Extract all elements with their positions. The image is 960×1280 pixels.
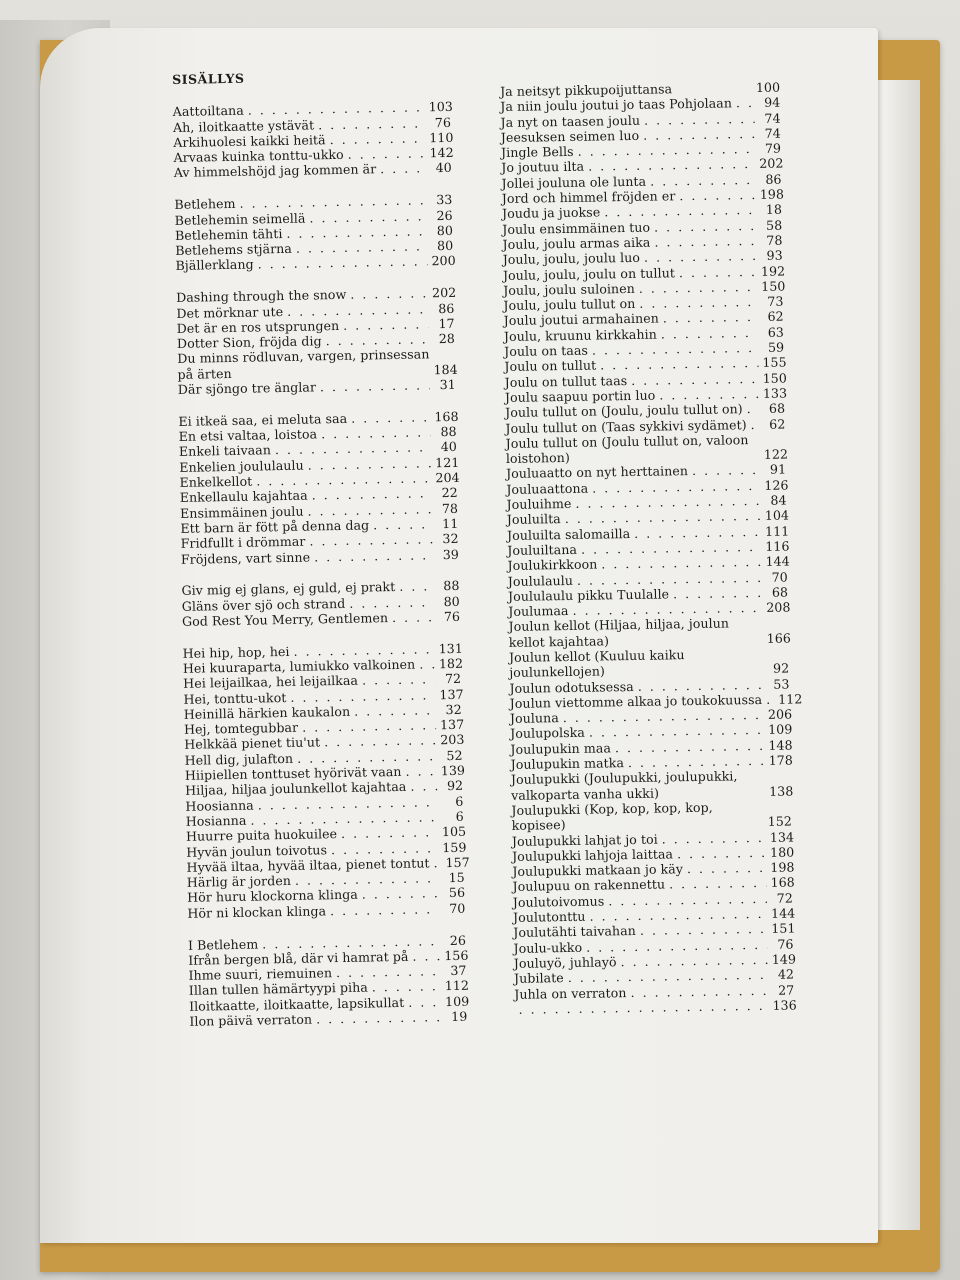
toc-entry-title: Ihme suuri, riemuinen <box>188 965 333 983</box>
toc-entry-page: 122 <box>763 446 789 463</box>
toc-entry-title: Hyvää iltaa, hyvää iltaa, pienet tontut <box>186 855 430 875</box>
toc-entry-page: 109 <box>444 993 470 1009</box>
toc-entry-title: Jeesuksen seimen luo <box>500 127 640 145</box>
toc-entry-title: Fröjdens, vart sinne <box>180 549 311 567</box>
toc-entry-page: 86 <box>765 171 782 187</box>
toc-entry-page: 137 <box>439 716 465 733</box>
leader-dots <box>692 462 760 478</box>
toc-entry-page: 80 <box>436 222 454 239</box>
toc-entry-title: Hyvän joulun toivotus <box>186 841 328 860</box>
toc-entry-title: Iloitkaatte, iloitkaatte, lapsikullat <box>188 994 405 1014</box>
toc-entry-page: 198 <box>759 186 785 203</box>
toc-entry-page: 180 <box>769 844 795 860</box>
toc-entry-page: 70 <box>449 900 466 916</box>
toc-entry-title: Joulupukki lahjoja laittaa <box>512 846 674 864</box>
toc-entry-title: Ei itkeä saa, ei meluta saa <box>178 410 348 429</box>
leader-dots <box>330 130 426 147</box>
toc-entry-page: 59 <box>767 339 785 355</box>
toc-entry-title: En etsi valtaa, loistoa <box>178 426 318 445</box>
toc-entry-title: Enkellaulu kajahtaa <box>179 487 308 506</box>
toc-entry-page: 88 <box>443 578 460 594</box>
toc-entry <box>510 768 794 803</box>
toc-entry-page: 166 <box>766 630 792 646</box>
toc-entry-title: Joudu ja juokse <box>501 204 601 222</box>
toc-entry-title: Giv mig ej glans, ej guld, ej prakt <box>181 579 396 599</box>
toc-entry-page: 112 <box>444 978 470 994</box>
toc-entry-title: Joulutoivomus <box>512 893 605 910</box>
toc-entry-page: 15 <box>448 869 465 886</box>
toc-entry-title: Härlig är jorden <box>186 873 292 891</box>
toc-entry-title: Joulu tullut on (Taas sykkivi sydämet) <box>505 416 747 436</box>
toc-entry <box>505 431 789 467</box>
leader-dots <box>650 172 756 189</box>
leader-dots <box>410 779 437 795</box>
toc-heading: SISÄLLYS <box>172 70 245 87</box>
toc-entry-title: Juhla on verraton <box>514 984 627 1002</box>
leader-dots <box>258 254 428 272</box>
leader-dots <box>343 316 429 333</box>
toc-entry-page: 62 <box>769 416 786 432</box>
toc-entry-page: 182 <box>438 655 464 672</box>
toc-entry-title: Joulumaa <box>508 603 569 620</box>
toc-letter-group <box>174 192 456 274</box>
toc-entry-title: Betlehemin seimellä <box>174 210 306 228</box>
toc-letter-group <box>173 99 452 181</box>
toc-entry <box>511 798 791 833</box>
toc-entry-page: 203 <box>440 732 465 748</box>
toc-entry-page: 86 <box>438 300 455 316</box>
leader-dots <box>320 377 430 394</box>
leader-dots <box>362 886 440 903</box>
toc-entry-page: 22 <box>441 485 458 501</box>
toc-entry-page: 110 <box>429 129 454 146</box>
toc-entry-page: 150 <box>762 370 787 386</box>
toc-entry-page: 148 <box>768 737 793 753</box>
leader-dots <box>677 845 766 862</box>
toc-entry-title: Joulu, joulu, joulu luo <box>502 250 641 268</box>
toc-entry-title: Hei leijailkaa, hei leijailkaa <box>183 672 359 692</box>
toc-entry-title: Bjällerklang <box>175 257 254 274</box>
toc-entry-page: 93 <box>766 247 783 264</box>
toc-entry-page: 134 <box>769 829 795 845</box>
toc-entry-page: 168 <box>770 874 795 891</box>
toc-entry-page: 32 <box>445 701 462 717</box>
toc-entry-title: Ilon päivä verraton <box>189 1011 313 1029</box>
toc-entry-page: 40 <box>440 439 458 455</box>
leader-dots <box>679 264 757 281</box>
toc-entry-page: 157 <box>445 854 470 870</box>
toc-entry-page: 200 <box>431 253 456 269</box>
toc-entry-page: 68 <box>771 584 789 600</box>
leader-dots <box>747 401 760 416</box>
toc-entry-title: Joulupukin matka <box>510 755 625 772</box>
toc-entry-title: Det är en ros utsprungen <box>176 317 340 336</box>
toc-entry-title: Gläns över sjö och strand <box>181 595 346 614</box>
toc-entry-title: Joulun viettomme alkaa jo toukokuussa <box>509 691 763 711</box>
leader-dots <box>372 979 441 996</box>
leader-dots <box>644 111 755 128</box>
toc-entry-title: Joululaulu <box>507 572 574 589</box>
leader-dots <box>662 829 766 846</box>
leader-dots <box>669 875 767 892</box>
toc-entry-title: Joulupolska <box>510 725 586 742</box>
toc-entry-title: Fridfullt i drömmar <box>180 533 306 552</box>
toc-entry-page: 52 <box>446 747 463 763</box>
toc-entry-page: 72 <box>444 671 462 687</box>
toc-entry-title: Huurre puita huokuilee <box>185 826 338 845</box>
toc-entry-title: Joulupukin maa <box>510 740 612 757</box>
toc-entry-title: Joulupukki (Joulupukki, joulupukki, valkoparta vanha ukki) <box>510 768 738 803</box>
toc-entry-page: 11 <box>442 515 459 532</box>
toc-entry-page: 92 <box>772 660 790 677</box>
toc-entry-title: Ja neitsyt pikkupoijuttansa <box>500 81 673 99</box>
leader-dots <box>654 218 756 235</box>
leader-dots <box>362 672 435 689</box>
toc-entry-title: Illan tullen hämärtyypi piha <box>188 980 368 999</box>
leader-dots <box>348 146 426 163</box>
toc-entry-page: 17 <box>438 315 455 332</box>
toc-entry-title: Där sjöngo tre änglar <box>177 379 317 397</box>
toc-entry-page: 76 <box>443 608 461 625</box>
leader-dots <box>341 825 438 842</box>
toc-entry-title: Joulutähti taivahan <box>513 923 636 941</box>
toc-entry-page: 26 <box>449 932 467 948</box>
toc-entry-page: 104 <box>764 507 790 524</box>
toc-entry-page: 100 <box>755 79 781 95</box>
toc-entry-page: 73 <box>767 293 784 309</box>
toc-entry-page: 78 <box>766 232 783 248</box>
toc-entry-page: 142 <box>429 145 454 161</box>
toc-entry-page: 63 <box>767 324 785 340</box>
toc-entry-page: 202 <box>431 285 457 301</box>
toc-entry-title: Joulu tullut on (Joulu tullut on, valoon loistohon) <box>505 431 749 467</box>
toc-entry-title: Joulun kellot (Hiljaa, hiljaa, joulun kellot kajahtaa) <box>508 615 730 650</box>
toc-entry-title: Dashing through the snow <box>175 287 347 306</box>
toc-entry-page: 206 <box>767 706 793 723</box>
leader-dots <box>314 547 433 564</box>
toc-entry-page: 74 <box>764 125 781 141</box>
toc-entry-title: Joulupukki (Kop, kop, kop, kop, kopisee) <box>511 799 713 834</box>
toc-entry-page: 80 <box>436 238 454 254</box>
toc-entry-title: Joulu on taas <box>504 342 589 360</box>
leader-dots <box>412 948 440 964</box>
toc-entry-title: Enkelkellot <box>179 473 253 490</box>
toc-entry-title: Hiljaa, hiljaa joulunkellot kajahtaa <box>185 779 407 799</box>
leader-dots <box>392 609 434 625</box>
toc-entry-page: 103 <box>428 99 454 115</box>
toc-entry-title: Joulupukki matkaan jo käy <box>512 861 684 880</box>
toc-entry-title: Dotter Sion, fröjda dig <box>176 333 322 352</box>
toc-entry-title: Hiipiellen tonttuset hyörivät vaan <box>184 763 402 783</box>
toc-entry-page: 198 <box>770 859 795 875</box>
toc-entry-title: Jouluna <box>509 710 559 727</box>
toc-entry-page: 133 <box>762 385 788 401</box>
toc-entry <box>508 615 792 650</box>
toc-entry-title: Jouluaatto on nyt herttainen <box>506 463 689 482</box>
leader-dots <box>354 702 436 719</box>
toc-entry-page: 136 <box>772 997 797 1013</box>
toc-entry-page: 62 <box>767 309 784 325</box>
toc-entry-title: Joulu saapuu portin luo <box>504 387 656 405</box>
toc-entry-title: Hei hip, hop, hei <box>182 643 290 661</box>
toc-entry-page: 178 <box>768 752 793 768</box>
toc-entry-title: Ja niin joulu joutui jo taas Pohjolaan <box>500 95 733 115</box>
toc-entry-title: Heinillä härkien kaukalon <box>183 703 351 722</box>
toc-entry-page: 39 <box>442 546 460 562</box>
toc-entry-page: 112 <box>777 691 803 707</box>
toc-entry-title: Hör huru klockorna klinga <box>186 887 358 906</box>
leader-dots <box>659 386 759 403</box>
leader-dots <box>419 656 435 672</box>
toc-entry-title: Det mörknar ute <box>176 303 284 321</box>
toc-entry-page: 109 <box>768 721 793 738</box>
toc-entry-page: 151 <box>771 920 796 937</box>
toc-entry-title: Du minns rödluvan, vargen, prinsessan på ärten <box>177 346 430 382</box>
toc-letter-group <box>182 640 470 921</box>
toc-entry-title: Joulun odotuksessa <box>509 678 634 696</box>
toc-entry-title: Betlehemin tähti <box>174 225 283 243</box>
toc-entry-title: Ensimmäinen joulu <box>179 503 304 521</box>
toc-entry-page: 32 <box>442 531 459 547</box>
toc-entry-page: 79 <box>764 140 782 157</box>
toc-entry-title: Betlehems stjärna <box>175 241 293 259</box>
toc-entry-title: Hej, tomtegubbar <box>183 719 299 738</box>
toc-entry-page: 53 <box>773 676 790 692</box>
toc-entry-page: 159 <box>442 839 467 855</box>
toc-entry-title: Jubilate <box>513 970 564 987</box>
toc-letter-group <box>181 578 460 629</box>
toc-entry-title: Joulupuu on rakennettu <box>512 876 666 895</box>
leader-dots <box>399 579 433 595</box>
toc-entry-page: 111 <box>764 523 790 539</box>
leader-dots <box>643 126 755 143</box>
toc-column-right <box>500 79 803 1017</box>
toc-entry-title: Jouluaattona <box>506 480 589 497</box>
toc-entry-title: Jouluilta <box>506 511 561 528</box>
toc-entry-title: Joulu tullut on (Joulu, joulu tullut on) <box>505 401 743 421</box>
toc-entry-title: Ja nyt on taasen joulu <box>500 112 641 130</box>
toc-entry-page: 121 <box>435 454 460 470</box>
toc-entry-page: 149 <box>771 951 797 967</box>
toc-entry-page: 208 <box>766 599 791 615</box>
toc-entry-page: 184 <box>433 361 458 378</box>
toc-entry-page: 192 <box>760 263 786 279</box>
toc-entry-page: 33 <box>436 192 453 208</box>
leader-dots <box>661 325 758 342</box>
toc-column-left <box>172 67 468 1046</box>
toc-entry-title: Jingle Bells <box>500 144 574 161</box>
toc-entry-page: 26 <box>436 207 453 223</box>
toc-entry-page: 68 <box>768 400 786 417</box>
toc-entry-title: Joulukirkkoon <box>507 556 598 574</box>
toc-entry-title: Joulu-ukko <box>513 939 583 956</box>
toc-entry-page: 28 <box>438 331 456 347</box>
leader-dots <box>405 763 437 779</box>
toc-entry-title: Joulun kellot (Kuuluu kaiku joulunkellojen) <box>508 647 685 681</box>
toc-entry-title: Enkelien joululaulu <box>179 457 304 475</box>
toc-entry-page: 156 <box>444 947 469 964</box>
toc-entry-title: Hei kuuraparta, lumiukko valkoinen <box>182 656 416 676</box>
leader-dots <box>687 860 767 877</box>
toc-entry-title: Joulu, joulu, joulu on tullut <box>502 264 676 283</box>
leader-dots <box>373 516 432 532</box>
toc-entry <box>509 646 789 681</box>
toc-entry-page: 168 <box>434 408 459 425</box>
toc-entry-title: Aattoiltana <box>172 102 244 120</box>
toc-entry-title: I Betlehem <box>187 936 259 953</box>
toc-entry-title: Jouluiltana <box>507 541 578 558</box>
toc-entry-title: Jouluyö, juhlayö <box>513 954 617 971</box>
toc-entry-page: 105 <box>441 824 467 840</box>
leader-dots <box>433 855 441 870</box>
toc-entry-page: 37 <box>450 962 467 979</box>
toc-entry-page: 72 <box>776 890 793 906</box>
toc-letter-group <box>188 932 468 1029</box>
toc-entry-page: 84 <box>770 492 787 508</box>
toc-entry-title: Hör ni klockan klinga <box>187 903 327 921</box>
toc-letter-group <box>178 409 459 567</box>
toc-entry-title: Joulu, joulu tullut on <box>503 296 636 314</box>
toc-entry-title: Joulu ensimmäinen tuo <box>502 219 651 237</box>
toc-entry-page: 137 <box>439 686 464 702</box>
leader-dots <box>750 417 759 432</box>
toc-entry-page: 74 <box>764 110 781 126</box>
toc-entry-title: Arvaas kuinka tonttu-ukko <box>173 147 344 166</box>
toc-entry-title: Av himmelshöjd jag kommen är <box>173 161 377 181</box>
toc-entry-page: 58 <box>765 217 783 233</box>
toc-entry-title: Hei, tonttu-ukot <box>183 689 287 707</box>
toc-entry-title: Jouluihme <box>506 495 572 512</box>
leader-dots <box>350 286 428 303</box>
leader-dots <box>330 901 440 918</box>
toc-entry-page: 202 <box>759 156 784 172</box>
toc-entry-page: 152 <box>767 813 793 830</box>
toc-entry-page: 76 <box>777 936 794 952</box>
toc-entry-page: 155 <box>762 354 787 371</box>
toc-entry-title: Joulutonttu <box>512 908 586 925</box>
toc-entry-page: 88 <box>440 423 457 440</box>
toc-entry-page: 19 <box>451 1008 468 1025</box>
leader-dots <box>673 585 762 602</box>
toc-entry-title: Jord och himmel fröjden er <box>501 188 676 207</box>
toc-entry-title: Joulupukki lahjat jo toi <box>511 831 658 849</box>
toc-entry-title: Joulu, joulu suloinen <box>503 280 635 298</box>
leader-dots <box>736 95 755 111</box>
toc-entry-page: 92 <box>446 778 464 794</box>
leader-dots <box>316 1009 442 1027</box>
toc-entry-page: 204 <box>435 469 460 486</box>
toc-entry-title: God Rest You Merry, Gentlemen <box>181 610 389 629</box>
toc-entry-page: 6 <box>455 808 464 824</box>
toc-entry-title: Hoosianna <box>185 797 254 814</box>
toc-entry-title: Ett barn är fött på denna dag <box>180 517 370 536</box>
toc-entry-title: Helkkää pienet tiu'ut <box>184 734 321 753</box>
toc-entry-page: 116 <box>765 538 790 554</box>
toc-entry-title: Ah, iloitkaatte ystävät <box>172 116 315 135</box>
toc-entry-page: 31 <box>439 376 456 393</box>
toc-entry-page: 126 <box>764 477 789 493</box>
toc-entry-page: 139 <box>440 762 466 779</box>
toc-entry-title: Ifrån bergen blå, där vi hamrat på <box>188 948 409 968</box>
toc-entry-title: Joulu, joulu armas aika <box>502 234 651 252</box>
leader-dots <box>408 994 441 1010</box>
leader-dots <box>351 409 430 426</box>
leader-dots <box>679 187 756 203</box>
leader-dots <box>380 161 426 177</box>
toc-entry-page: 91 <box>769 461 787 478</box>
toc-entry-page: 144 <box>770 905 796 921</box>
leader-dots <box>644 248 757 265</box>
toc-entry <box>177 346 456 382</box>
toc-entry-title: Joulu on tullut taas <box>504 372 628 390</box>
toc-entry-title: Joulu, kruunu kirkkahin <box>503 326 657 344</box>
toc-entry-title: Hell dig, julafton <box>184 750 294 768</box>
leader-dots <box>654 233 756 250</box>
toc-entry-page: 18 <box>765 201 783 218</box>
toc-entry-page: 144 <box>765 553 790 570</box>
toc-letter-group <box>176 285 456 397</box>
toc-entry-page: 150 <box>761 278 786 294</box>
toc-entry-page: 56 <box>448 885 466 901</box>
toc-entry-page: 94 <box>764 94 781 111</box>
toc-entry-page: 131 <box>438 640 463 656</box>
toc-entry-title: Arkihuolesi kaikki heitä <box>173 132 326 150</box>
toc-entry-title: Betlehem <box>174 196 236 213</box>
toc-entry-page: 78 <box>441 500 459 516</box>
toc-entry-title: Hosianna <box>185 812 247 829</box>
toc-entry-page: 27 <box>778 982 795 998</box>
toc-entry-page: 40 <box>435 160 452 176</box>
toc-entry-title: Joululaulu pikku Tuulalle <box>507 586 670 604</box>
toc-entry-page: 70 <box>771 569 788 585</box>
leader-dots <box>766 692 774 707</box>
toc-entry-page: 76 <box>434 114 452 130</box>
toc-entry-page: 6 <box>455 793 464 809</box>
toc-entry-title: Joulu on tullut <box>504 357 597 375</box>
toc-entry-page: 42 <box>777 966 795 982</box>
toc-entry-page: 80 <box>443 593 460 609</box>
toc-entry-title: Jo joutuu ilta <box>501 159 585 176</box>
leader-dots <box>663 309 758 326</box>
toc-entry-title: Joulu joutui armahainen <box>503 310 659 329</box>
toc-entry-page: 138 <box>769 783 794 799</box>
toc-entry-title: Enkeli taivaan <box>178 442 272 460</box>
leader-dots <box>349 594 434 611</box>
toc-entry-title: Jollei jouluna ole lunta <box>501 173 647 191</box>
toc-entry-title: Jouluilta salomailla <box>506 525 631 543</box>
